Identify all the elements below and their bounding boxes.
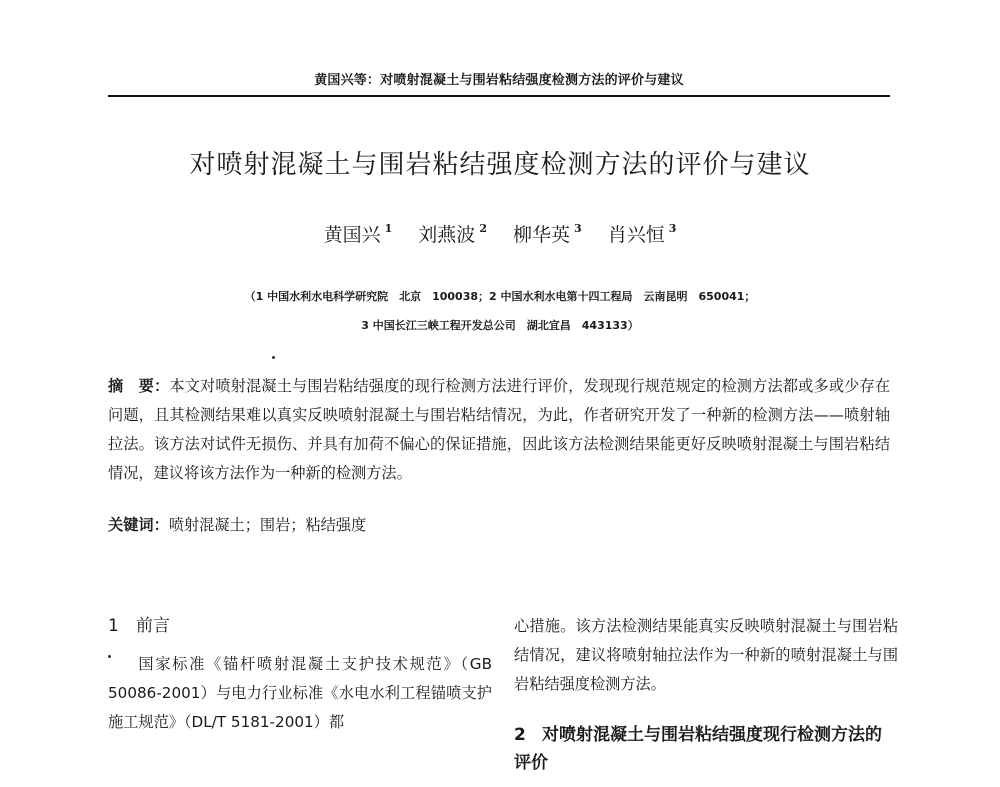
section-1-paragraph: 国家标准《锚杆喷射混凝土支护技术规范》（GB 50086-2001）与电力行业标准《水电水利工程锚喷支护施工规范》（DL/T 5181-2001）都 — [108, 655, 492, 731]
keywords-text: 喷射混凝土；围岩；粘结强度 — [168, 516, 367, 534]
author — [324, 216, 393, 248]
affiliations-line-1: （1 中国水利水电科学研究院 北京 100038；2 中国水利水电第十四工程局 云南昆明 650041； — [244, 290, 756, 303]
paper-title: 对喷射混凝土与围岩粘结强度检测方法的评价与建议 — [189, 150, 811, 180]
body-column-left — [108, 612, 492, 737]
section-1-heading — [108, 612, 492, 640]
affiliations-line-2: 3 中国长江三峡工程开发总公司 湖北宜昌 443133） — [361, 319, 639, 332]
section-title: 对喷射混凝土与围岩粘结强度现行检测方法的评价 — [514, 725, 882, 773]
keywords-label: 关键词： — [108, 516, 169, 534]
author — [418, 216, 487, 248]
body-column-right — [514, 612, 898, 787]
author — [608, 216, 677, 248]
affiliation-marker: 3 — [668, 222, 677, 235]
section-2-heading — [514, 721, 898, 777]
author-list — [0, 216, 1000, 248]
section-title: 前言 — [136, 616, 170, 636]
running-head: 黄国兴等：对喷射混凝土与围岩粘结强度检测方法的评价与建议 — [314, 73, 684, 88]
affiliation-marker: 3 — [574, 222, 582, 235]
scan-speck — [272, 356, 275, 359]
header-rule — [108, 95, 890, 97]
abstract-text: 本文对喷射混凝土与围岩粘结强度的现行检测方法进行评价，发现现行规范规定的检测方法都或多或少存在问题，且其检测结果难以真实反映喷射混凝土与围岩粘结情况，为此，作者研究开发了一种新的检测方法——喷射轴拉法。该方法对试件无损伤、并具有加荷不偏心的保证措施，因此该方法检测结果能更好反映喷射混凝土与围岩粘结情况，建议将该方法作为一种新的检测方法。 — [108, 377, 891, 482]
author-name: 柳华英 — [513, 224, 571, 246]
section-number: 2 — [514, 725, 526, 745]
author — [513, 216, 582, 248]
author-name: 肖兴恒 — [607, 224, 665, 246]
author-name: 黄国兴 — [323, 224, 381, 246]
continued-paragraph: 心措施。该方法检测结果能真实反映喷射混凝土与围岩粘结情况，建议将喷射轴拉法作为一种新的喷射混凝土与围岩粘结强度检测方法。 — [514, 617, 898, 693]
scan-speck — [108, 655, 111, 658]
keywords — [108, 513, 890, 537]
abstract-label: 摘 要： — [108, 377, 170, 395]
affiliation-marker: 1 — [384, 222, 393, 235]
section-number: 1 — [108, 616, 119, 636]
abstract — [108, 372, 890, 488]
affiliation-marker: 2 — [479, 222, 487, 235]
author-name: 刘燕波 — [418, 224, 476, 246]
